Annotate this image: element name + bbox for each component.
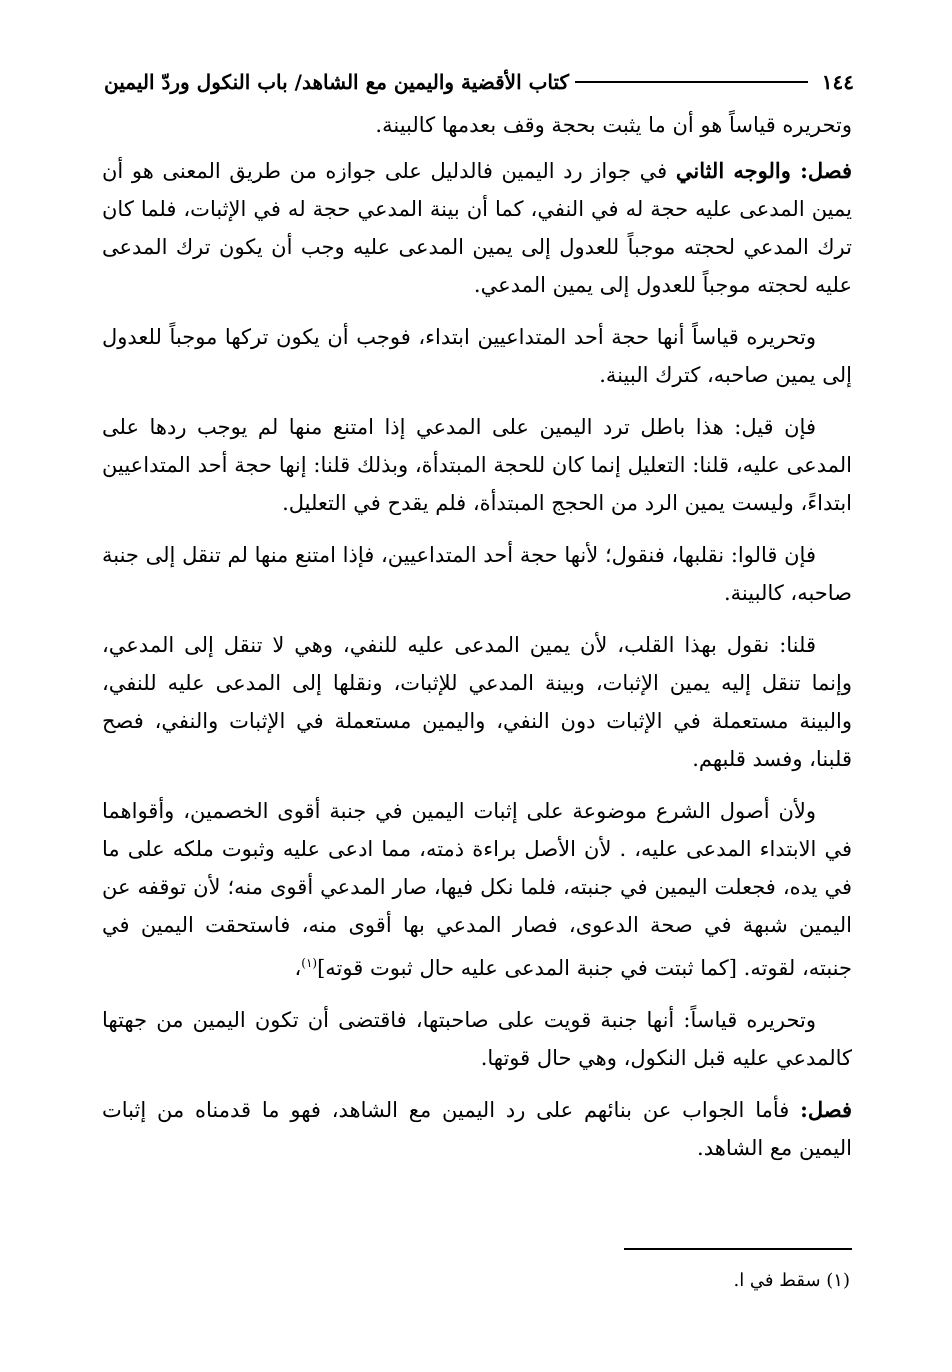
paragraph (102, 152, 852, 304)
paragraph (102, 106, 852, 144)
footnote-divider (624, 1248, 852, 1250)
page-header (104, 66, 854, 98)
paragraph (102, 626, 852, 778)
section-heading: فصل: (800, 1097, 852, 1122)
paragraph (102, 792, 852, 987)
page-number: ١٤٤ (821, 70, 854, 94)
paragraph (102, 1001, 852, 1077)
paragraph-text: في جواز رد اليمين فالدليل على جوازه من طريق المعنى هو أن يمين المدعى عليه حجة له في النفي، كما أن بينة المدعي حجة له في الإثبات، فلما كان ترك المدعي لحجته موجباً للعدول إلى يمين المدعى عليه وجب أن يكون ترك المدعى عليه لحجته موجباً للعدول إلى يمين المدعي. (102, 159, 852, 297)
section-heading: فصل: والوجه الثاني (675, 158, 853, 183)
paragraph-text: فأما الجواب عن بنائهم على رد اليمين مع الشاهد، فهو ما قدمناه من إثبات اليمين مع الشاهد. (102, 1098, 852, 1160)
paragraph-text: فإن قيل: هذا باطل ترد اليمين على المدعي إذا امتنع منها لم يوجب ردها على المدعى عليه، قلنا: التعليل إنما كان للحجة المبتدأة، وبذلك قلنا: إنها حجة أحد المتداعيين ابتداءً، وليست يمين الرد من الحجج المبتدأة، فلم يقدح في التعليل. (102, 415, 852, 515)
paragraph-text: وتحريره قياساً أنها حجة أحد المتداعيين ابتداء، فوجب أن يكون تركها موجباً للعدول إلى يمين صاحبه، كترك البينة. (102, 325, 852, 387)
footnote-text: سقط في ا. (733, 1270, 821, 1291)
paragraph (102, 1091, 852, 1167)
running-title: كتاب الأقضية واليمين مع الشاهد/ باب النكول وردّ اليمين (104, 70, 570, 94)
paragraph (102, 536, 852, 612)
page-body (102, 106, 852, 1181)
footnote-marker: (١) (826, 1270, 850, 1291)
paragraph-text: وتحريره قياساً: أنها جنبة قويت على صاحبتها، فاقتضى أن تكون اليمين من جهتها كالمدعي عليه قبل النكول، وهي حال قوتها. (102, 1008, 852, 1070)
paragraph-text: وتحريره قياساً هو أن ما يثبت بحجة وقف بعدمها كالبينة. (375, 113, 852, 137)
paragraph (102, 408, 852, 522)
footnote (733, 1268, 850, 1294)
paragraph-tail: ، (294, 956, 302, 980)
paragraph (102, 318, 852, 394)
paragraph-text: فإن قالوا: نقلبها، فنقول؛ لأنها حجة أحد المتداعيين، فإذا امتنع منها لم تنقل إلى جنبة صاحبه، كالبينة. (102, 543, 852, 605)
footnote-reference[interactable]: (١) (301, 956, 318, 970)
paragraph-text: قلنا: نقول بهذا القلب، لأن يمين المدعى عليه للنفي، وهي لا تنقل إلى المدعي، وإنما تنقل إليه يمين الإثبات، وبينة المدعي للإثبات، ونقلها إلى المدعى عليه للنفي، والبينة مستعملة في الإثبات دون النفي، واليمين مستعملة في الإثبات والنفي، فصح قلبنا، وفسد قلبهم. (102, 633, 852, 771)
paragraph-text: ولأن أصول الشرع موضوعة على إثبات اليمين في جنبة أقوى الخصمين، وأقواهما في الابتداء المدعى عليه، . لأن الأصل براءة ذمته، مما ادعى عليه وثبوت ملكه على ما في يده، فجعلت اليمين في جنبته، فلما نكل فيها، صار المدعي أقوى منه؛ لأن توقفه عن اليمين شبهة في صحة الدعوى، فصار المدعي بها أقوى منه، فاستحقت اليمين في جنبته، لقوته. [كما ثبتت في جنبة المدعى عليه حال ثبوت قوته] (102, 799, 852, 980)
header-rule (575, 81, 808, 83)
